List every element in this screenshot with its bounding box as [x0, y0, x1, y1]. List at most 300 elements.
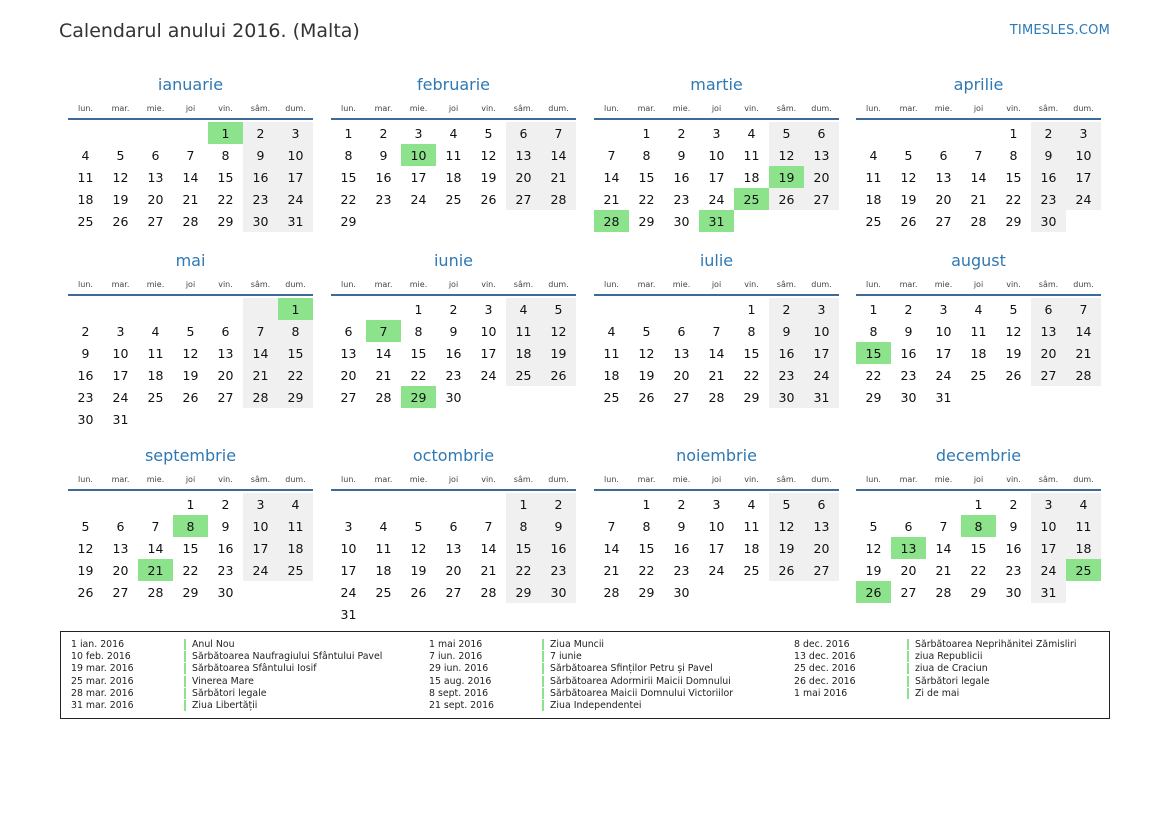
day-cell: 13 — [147, 169, 164, 185]
weekday-header — [331, 275, 576, 293]
weekday-label: joi — [448, 279, 459, 289]
day-cell: 7 — [974, 147, 983, 163]
day-cell: 27 — [340, 389, 357, 405]
weekday-label: vin. — [1006, 474, 1021, 484]
day-cell: 21 — [541, 166, 576, 188]
weekday-label: sâm. — [513, 279, 534, 289]
header-divider — [594, 489, 839, 491]
empty-cell — [366, 298, 401, 320]
day-cell: 27 — [673, 389, 690, 405]
day-cell: 21 — [480, 562, 497, 578]
empty-cell — [1066, 386, 1101, 408]
day-cell: 29 — [340, 213, 357, 229]
weekday-label: joi — [711, 103, 722, 113]
legend-date: 19 mar. 2016 — [71, 663, 134, 675]
day-cell: 22 — [638, 562, 655, 578]
legend-date: 8 dec. 2016 — [794, 638, 850, 650]
day-cell: 19 — [410, 562, 427, 578]
day-cell: 24 — [1031, 559, 1066, 581]
weekday-label: mie. — [934, 474, 953, 484]
legend-holiday-name: ziua de Craciun — [915, 663, 988, 675]
weekday-label: dum. — [811, 103, 832, 113]
month-name: iulie — [699, 251, 734, 270]
legend-holiday-name: 7 iunie — [550, 650, 582, 662]
month-name: aprilie — [953, 75, 1004, 94]
weekday-label: mie. — [934, 279, 953, 289]
day-cell: 22 — [865, 367, 882, 383]
day-cell: 20 — [112, 562, 129, 578]
day-cell: 24 — [804, 364, 839, 386]
weekday-label: dum. — [1073, 103, 1094, 113]
day-cell: 8 — [278, 320, 313, 342]
day-cell: 4 — [379, 518, 388, 534]
month-name: iunie — [433, 251, 473, 270]
day-cell: 25 — [1066, 559, 1101, 581]
days-grid — [68, 493, 313, 603]
legend-entry — [71, 663, 382, 675]
day-cell: 1 — [869, 301, 878, 317]
header-divider — [68, 294, 313, 296]
day-cell: 9 — [221, 518, 230, 534]
weekday-label: mar. — [637, 474, 656, 484]
header-divider — [856, 294, 1101, 296]
day-cell: 3 — [712, 125, 721, 141]
weekday-label: dum. — [548, 474, 569, 484]
day-cell: 30 — [243, 210, 278, 232]
day-cell: 13 — [804, 515, 839, 537]
empty-cell — [138, 122, 173, 144]
day-cell: 9 — [1009, 518, 1018, 534]
day-cell: 8 — [506, 515, 541, 537]
day-cell: 29 — [865, 389, 882, 405]
month-name: octombrie — [412, 446, 495, 465]
day-cell: 20 — [673, 367, 690, 383]
legend-entry — [429, 638, 733, 650]
day-cell: 12 — [769, 515, 804, 537]
weekday-header — [331, 470, 576, 488]
day-cell: 31 — [935, 389, 952, 405]
weekday-label: vin. — [744, 103, 759, 113]
month-iulie — [594, 251, 839, 408]
legend-date: 28 mar. 2016 — [71, 687, 134, 699]
weekday-label: joi — [185, 279, 196, 289]
day-cell: 5 — [869, 518, 878, 534]
empty-cell — [243, 581, 278, 603]
day-cell: 18 — [603, 367, 620, 383]
day-cell: 29 — [743, 389, 760, 405]
weekday-label: mar. — [374, 103, 393, 113]
day-cell: 28 — [480, 584, 497, 600]
day-cell: 26 — [856, 581, 891, 603]
day-cell: 19 — [541, 342, 576, 364]
day-cell: 25 — [445, 191, 462, 207]
days-grid — [594, 298, 839, 408]
day-cell: 4 — [747, 125, 756, 141]
holiday-marker — [184, 639, 186, 650]
month-mai — [68, 251, 313, 430]
day-cell: 12 — [865, 540, 882, 556]
month-ianuarie — [68, 75, 313, 232]
day-cell: 28 — [375, 389, 392, 405]
weekday-label: lun. — [78, 474, 93, 484]
day-cell: 23 — [445, 367, 462, 383]
day-cell: 11 — [865, 169, 882, 185]
day-cell: 10 — [804, 320, 839, 342]
empty-cell — [699, 581, 734, 603]
day-cell: 20 — [217, 367, 234, 383]
header-divider — [856, 489, 1101, 491]
day-cell: 25 — [734, 188, 769, 210]
day-cell: 5 — [414, 518, 423, 534]
weekday-label: vin. — [481, 103, 496, 113]
day-cell: 15 — [743, 345, 760, 361]
header-divider — [331, 118, 576, 120]
day-cell: 7 — [939, 518, 948, 534]
weekday-label: dum. — [811, 474, 832, 484]
day-cell: 7 — [366, 320, 401, 342]
day-cell: 28 — [1066, 364, 1101, 386]
holiday-marker — [907, 663, 909, 674]
day-cell: 8 — [642, 518, 651, 534]
empty-cell — [243, 298, 278, 320]
month-name: septembrie — [144, 446, 237, 465]
day-cell: 19 — [112, 191, 129, 207]
weekday-label: sâm. — [1038, 103, 1059, 113]
day-cell: 23 — [541, 559, 576, 581]
empty-cell — [769, 210, 804, 232]
empty-cell — [278, 408, 313, 430]
day-cell: 17 — [112, 367, 129, 383]
empty-cell — [401, 603, 436, 625]
day-cell: 17 — [340, 562, 357, 578]
day-cell: 30 — [900, 389, 917, 405]
legend-holiday-name: Ziua Libertății — [192, 700, 258, 712]
legend-holiday-name: Sărbătoarea Maicii Domnului Victoriilor — [550, 687, 734, 699]
day-cell: 30 — [217, 584, 234, 600]
empty-cell — [401, 493, 436, 515]
empty-cell — [331, 298, 366, 320]
day-cell: 12 — [112, 169, 129, 185]
day-cell: 23 — [769, 364, 804, 386]
legend-holiday-name: Sărbători legale — [192, 687, 267, 699]
day-cell: 13 — [445, 540, 462, 556]
day-cell: 9 — [449, 323, 458, 339]
day-cell: 5 — [484, 125, 493, 141]
legend-date: 10 feb. 2016 — [71, 650, 131, 662]
legend-date: 8 sept. 2016 — [429, 687, 489, 699]
day-cell: 3 — [243, 493, 278, 515]
day-cell: 19 — [182, 367, 199, 383]
day-cell: 20 — [147, 191, 164, 207]
day-cell: 1 — [344, 125, 353, 141]
day-cell: 23 — [217, 562, 234, 578]
weekday-label: mar. — [374, 279, 393, 289]
day-cell: 20 — [935, 191, 952, 207]
day-cell: 13 — [1031, 320, 1066, 342]
day-cell: 13 — [112, 540, 129, 556]
days-grid — [331, 122, 576, 232]
weekday-label: mie. — [672, 474, 691, 484]
day-cell: 10 — [401, 144, 436, 166]
weekday-label: joi — [448, 103, 459, 113]
day-cell: 16 — [1005, 540, 1022, 556]
month-name: decembrie — [935, 446, 1022, 465]
days-grid — [331, 493, 576, 625]
legend-date: 15 aug. 2016 — [429, 675, 492, 687]
empty-cell — [856, 122, 891, 144]
empty-cell — [138, 408, 173, 430]
day-cell: 17 — [708, 169, 725, 185]
day-cell: 14 — [147, 540, 164, 556]
weekday-label: lun. — [341, 103, 356, 113]
day-cell: 21 — [708, 367, 725, 383]
day-cell: 12 — [638, 345, 655, 361]
weekday-label: mie. — [409, 474, 428, 484]
weekday-label: mie. — [672, 103, 691, 113]
day-cell: 13 — [935, 169, 952, 185]
site-link[interactable]: TIMESLES.COM — [1009, 23, 1110, 38]
day-cell: 18 — [1066, 537, 1101, 559]
day-cell: 29 — [506, 581, 541, 603]
empty-cell — [996, 386, 1031, 408]
empty-cell — [208, 298, 243, 320]
day-cell: 10 — [243, 515, 278, 537]
day-cell: 10 — [708, 518, 725, 534]
day-cell: 27 — [1031, 364, 1066, 386]
day-cell: 22 — [182, 562, 199, 578]
weekday-label: vin. — [218, 103, 233, 113]
day-cell: 11 — [506, 320, 541, 342]
day-cell: 28 — [243, 386, 278, 408]
weekday-label: joi — [973, 474, 984, 484]
weekday-label: vin. — [1006, 103, 1021, 113]
days-grid — [856, 122, 1101, 232]
month-decembrie — [856, 446, 1101, 603]
day-cell: 24 — [243, 559, 278, 581]
day-cell: 15 — [278, 342, 313, 364]
legend-column — [71, 638, 382, 712]
month-name: mai — [175, 251, 206, 270]
day-cell: 20 — [506, 166, 541, 188]
day-cell: 16 — [673, 540, 690, 556]
day-cell: 9 — [1031, 144, 1066, 166]
empty-cell — [541, 603, 576, 625]
day-cell: 24 — [340, 584, 357, 600]
weekday-header — [68, 99, 313, 117]
day-cell: 6 — [449, 518, 458, 534]
empty-cell — [506, 603, 541, 625]
day-cell: 5 — [186, 323, 195, 339]
day-cell: 21 — [182, 191, 199, 207]
days-grid — [856, 493, 1101, 603]
day-cell: 5 — [1009, 301, 1018, 317]
day-cell: 14 — [603, 540, 620, 556]
month-name: ianuarie — [157, 75, 224, 94]
day-cell: 15 — [410, 345, 427, 361]
day-cell: 22 — [410, 367, 427, 383]
day-cell: 27 — [900, 584, 917, 600]
day-cell: 5 — [904, 147, 913, 163]
header-divider — [856, 118, 1101, 120]
day-cell: 19 — [1005, 345, 1022, 361]
empty-cell — [961, 122, 996, 144]
day-cell: 9 — [904, 323, 913, 339]
day-cell: 26 — [769, 559, 804, 581]
day-cell: 4 — [869, 147, 878, 163]
day-cell: 9 — [379, 147, 388, 163]
empty-cell — [769, 581, 804, 603]
day-cell: 24 — [410, 191, 427, 207]
legend-date: 1 mai 2016 — [794, 687, 848, 699]
day-cell: 26 — [410, 584, 427, 600]
weekday-label: dum. — [1073, 279, 1094, 289]
weekday-header — [594, 275, 839, 293]
empty-cell — [1066, 581, 1101, 603]
empty-cell — [173, 298, 208, 320]
day-cell: 29 — [278, 386, 313, 408]
day-cell: 25 — [77, 213, 94, 229]
day-cell: 26 — [638, 389, 655, 405]
day-cell: 2 — [81, 323, 90, 339]
weekday-header — [594, 99, 839, 117]
day-cell: 8 — [961, 515, 996, 537]
weekday-label: lun. — [866, 474, 881, 484]
holiday-marker — [542, 639, 544, 650]
legend-holiday-name: Sărbătoarea Adormirii Maicii Domnului — [550, 675, 731, 687]
day-cell: 26 — [77, 584, 94, 600]
holiday-marker — [184, 688, 186, 699]
weekday-label: dum. — [1073, 474, 1094, 484]
empty-cell — [208, 408, 243, 430]
day-cell: 12 — [769, 144, 804, 166]
day-cell: 6 — [1031, 298, 1066, 320]
day-cell: 6 — [804, 493, 839, 515]
weekday-label: vin. — [744, 474, 759, 484]
day-cell: 7 — [186, 147, 195, 163]
empty-cell — [243, 408, 278, 430]
day-cell: 4 — [506, 298, 541, 320]
day-cell: 9 — [81, 345, 90, 361]
month-name: februarie — [416, 75, 491, 94]
day-cell: 4 — [747, 496, 756, 512]
day-cell: 21 — [935, 562, 952, 578]
day-cell: 3 — [939, 301, 948, 317]
day-cell: 14 — [480, 540, 497, 556]
weekday-label: sâm. — [1038, 279, 1059, 289]
day-cell: 24 — [480, 367, 497, 383]
day-cell: 25 — [603, 389, 620, 405]
month-iunie — [331, 251, 576, 408]
legend-entry — [71, 687, 382, 699]
day-cell: 9 — [677, 518, 686, 534]
day-cell: 1 — [642, 496, 651, 512]
day-cell: 18 — [77, 191, 94, 207]
day-cell: 18 — [743, 540, 760, 556]
day-cell: 12 — [410, 540, 427, 556]
header-divider — [68, 489, 313, 491]
day-cell: 9 — [769, 320, 804, 342]
day-cell: 16 — [375, 169, 392, 185]
day-cell: 2 — [1009, 496, 1018, 512]
day-cell: 5 — [769, 122, 804, 144]
empty-cell — [926, 122, 961, 144]
empty-cell — [664, 298, 699, 320]
empty-cell — [68, 493, 103, 515]
empty-cell — [471, 210, 506, 232]
day-cell: 16 — [769, 342, 804, 364]
day-cell: 3 — [414, 125, 423, 141]
day-cell: 11 — [445, 147, 462, 163]
day-cell: 26 — [1005, 367, 1022, 383]
day-cell: 20 — [804, 537, 839, 559]
days-grid — [856, 298, 1101, 408]
day-cell: 28 — [935, 584, 952, 600]
day-cell: 17 — [1066, 166, 1101, 188]
day-cell: 2 — [677, 496, 686, 512]
day-cell: 29 — [638, 213, 655, 229]
weekday-label: joi — [973, 103, 984, 113]
legend-holiday-name: Vinerea Mare — [192, 675, 254, 687]
day-cell: 2 — [449, 301, 458, 317]
weekday-label: lun. — [604, 474, 619, 484]
day-cell: 14 — [375, 345, 392, 361]
day-cell: 7 — [607, 518, 616, 534]
day-cell: 2 — [1031, 122, 1066, 144]
day-cell: 11 — [970, 323, 987, 339]
empty-cell — [471, 603, 506, 625]
weekday-label: vin. — [218, 279, 233, 289]
header-divider — [68, 118, 313, 120]
legend-entry — [794, 675, 1076, 687]
day-cell: 14 — [182, 169, 199, 185]
day-cell: 4 — [1066, 493, 1101, 515]
day-cell: 6 — [344, 323, 353, 339]
empty-cell — [804, 210, 839, 232]
day-cell: 16 — [77, 367, 94, 383]
day-cell: 5 — [769, 493, 804, 515]
day-cell: 6 — [116, 518, 125, 534]
empty-cell — [594, 298, 629, 320]
weekday-header — [594, 470, 839, 488]
weekday-label: dum. — [811, 279, 832, 289]
weekday-label: joi — [711, 279, 722, 289]
day-cell: 15 — [506, 537, 541, 559]
day-cell: 28 — [182, 213, 199, 229]
day-cell: 27 — [804, 559, 839, 581]
day-cell: 29 — [638, 584, 655, 600]
legend-entry — [794, 663, 1076, 675]
day-cell: 12 — [900, 169, 917, 185]
legend-holiday-name: Sărbătoarea Sfinților Petru și Pavel — [550, 663, 713, 675]
holiday-marker — [907, 639, 909, 650]
empty-cell — [594, 122, 629, 144]
day-cell: 29 — [970, 584, 987, 600]
day-cell: 5 — [642, 323, 651, 339]
weekday-label: mie. — [146, 474, 165, 484]
day-cell: 16 — [900, 345, 917, 361]
weekday-label: vin. — [218, 474, 233, 484]
empty-cell — [68, 122, 103, 144]
day-cell: 22 — [217, 191, 234, 207]
day-cell: 22 — [1005, 191, 1022, 207]
weekday-label: sâm. — [776, 279, 797, 289]
day-cell: 26 — [769, 188, 804, 210]
day-cell: 1 — [208, 122, 243, 144]
day-cell: 3 — [804, 298, 839, 320]
day-cell: 24 — [708, 191, 725, 207]
day-cell: 2 — [243, 122, 278, 144]
day-cell: 7 — [243, 320, 278, 342]
